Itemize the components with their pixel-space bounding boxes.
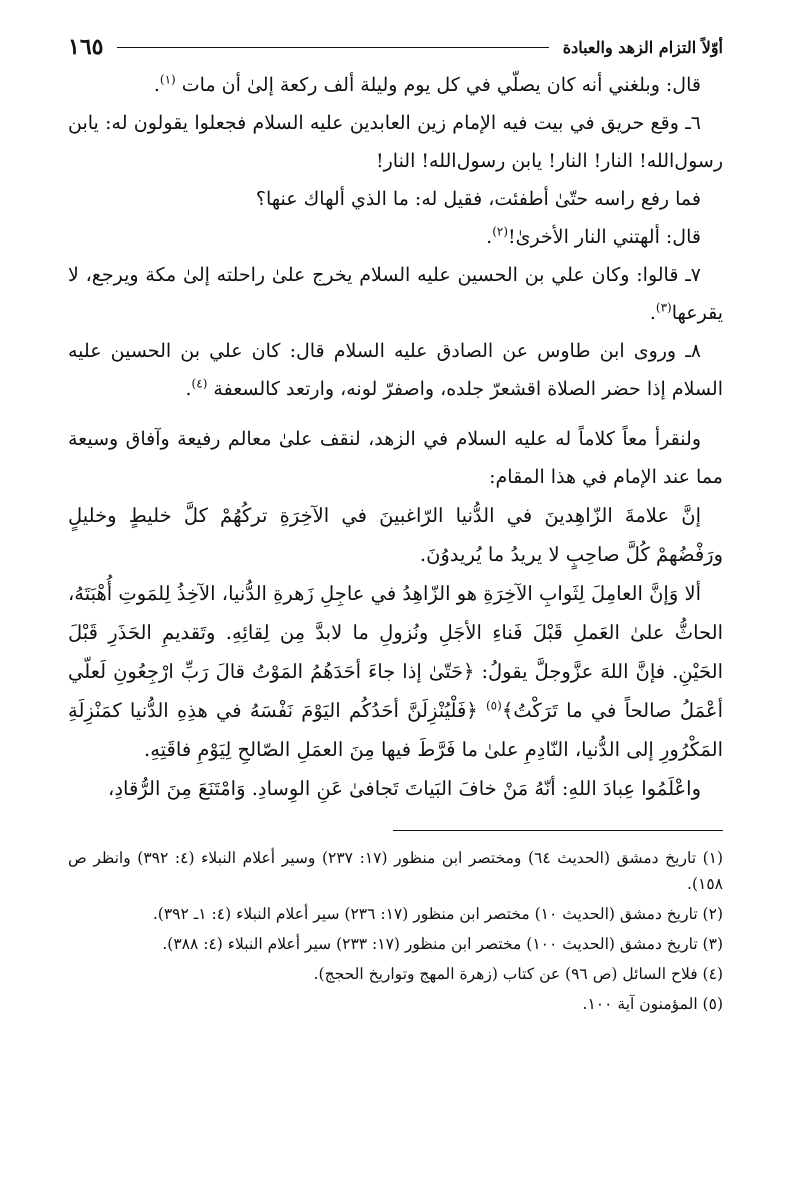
paragraph-4: قال: ألهتني النار الأخرىٰ!$^{(٢)}$. (486, 224, 701, 248)
paragraph-3: فما رفع راسه حتّىٰ أطفئت، فقيل له: ما الذي ألهاك عنها؟ (255, 188, 701, 210)
book-page (68, 32, 723, 1162)
paragraph-6: ٨ـ وروى ابن طاوس عن الصادق عليه السلام قال: كان علي بن الحسين عليه السلام إذا حضر الصلاة اقشعرّ جلده، واصفرّ لونه، وارتعد كالسعفة $^{(٤)}$. (68, 340, 723, 400)
quote-paragraph-2: ألا وَإنَّ العامِلَ لِثَوابِ الآخِرَةِ هو الزّاهِدُ في عاجِلِ زَهرةِ الدُّنيا، الآخِذُ لِلمَوتِ أُهْبَتَهُ، الحاثُّ علىٰ العَملِ قَبْلَ فَناءِ الأجَلِ ونُزولِ ما لابدَّ مِن لِقائِهِ. وتَقديمِ الحَذَرِ قَبْلَ الحَيْنِ. فإنَّ اللهَ عزَّوجلَّ يقولُ: ﴿حَتّىٰ إذا جاءَ أحَدَهُمُ المَوْتُ قالَ رَبِّ ارْجِعُونِ لَعلّي أعْمَلُ صالحاً في ما تَرَكْتُ﴾$^{(٥)}$ ﴿فَلْيُنْزِلَنَّ أحَدُكُم اليَوْمَ نَفْسَهُ في هذِهِ الدُّنيا كمَنْزِلَةِ المَكْرُورِ إلى الدُّنيا، النّادِمِ علىٰ ما فَرَّطَ فيها مِنَ العمَلِ الصّالحِ لِيَوْمِ فاقَتِهِ. (68, 582, 723, 761)
footnote-separator (393, 830, 723, 831)
footnote-4: (٤) فلاح السائل (ص ٩٦) عن كتاب (زهرة المهج وتواريخ الحجج). (313, 965, 723, 983)
footnote-3: (٣) تاريخ دمشق (الحديث ١٠٠) مختصر ابن منظور (١٧: ٢٣٣) سير أعلام النبلاء (٤: ٣٨٨). (162, 935, 723, 953)
footnote-marker: (٣) (655, 300, 672, 315)
running-title: أوّلاً التزام الزهد والعبادة (562, 37, 723, 57)
paragraph-5: ٧ـ قالوا: وكان علي بن الحسين عليه السلام يخرج علىٰ راحلته إلىٰ مكة ويرجع، لا يقرعها$^{(٣)}$. (68, 264, 723, 324)
paragraph-2: ٦ـ وقع حريق في بيت فيه الإمام زين العابدين عليه السلام فجعلوا يقولون له: يابن رسول‌الله! النار! النار! يابن رسول‌الله! النار! (68, 112, 723, 172)
footnote-marker: (٢) (492, 224, 509, 239)
footnote-marker: (١) (159, 72, 176, 87)
page-header (68, 32, 723, 62)
footnote-5: (٥) المؤمنون آية ١٠٠. (582, 995, 723, 1013)
quote-paragraph-3: واعْلَمُوا عِبادَ اللهِ: أنّهُ مَنْ خافَ البَياتَ تَجافىٰ عَنِ الوِسادِ. وَامْتَنَعَ مِنَ الرُّقادِ، (108, 777, 701, 800)
footnote-2: (٢) تاريخ دمشق (الحديث ١٠) مختصر ابن منظور (١٧: ٢٣٦) سير أعلام النبلاء (٤: ١ـ ٣٩٢). (152, 905, 723, 923)
paragraph-7: ولنقرأ معاً كلاماً له عليه السلام في الزهد، لنقف علىٰ معالم رفيعة وآفاق وسيعة مما عند الإمام في هذا المقام: (68, 428, 723, 488)
paragraph-1: قال: وبلغني أنه كان يصلّي في كل يوم وليلة ألف ركعة إلىٰ أن مات $^{(١)}$. (153, 72, 701, 96)
footnotes (68, 845, 723, 1017)
quote-paragraph-1: إنَّ علامةَ الزّاهِدينَ في الدُّنيا الرّاغبينَ في الآخِرَةِ تركُهُمْ كلَّ خليطٍ وخليلٍ ورَفْضُهمْ كُلَّ صاحِبٍ لا يريدُ ما يُريدوُنَ. (68, 504, 723, 566)
footnote-1: (١) تاريخ دمشق (الحديث ٦٤) ومختصر ابن منظور (١٧: ٢٣٧) وسير أعلام النبلاء (٤: ٣٩٢) وانظر ص ١٥٨). (68, 849, 724, 893)
header-rule (117, 47, 548, 48)
footnote-marker: (٤) (191, 376, 208, 391)
footnote-marker: (٥) (485, 698, 502, 713)
page-number: ١٦٥ (68, 34, 104, 60)
